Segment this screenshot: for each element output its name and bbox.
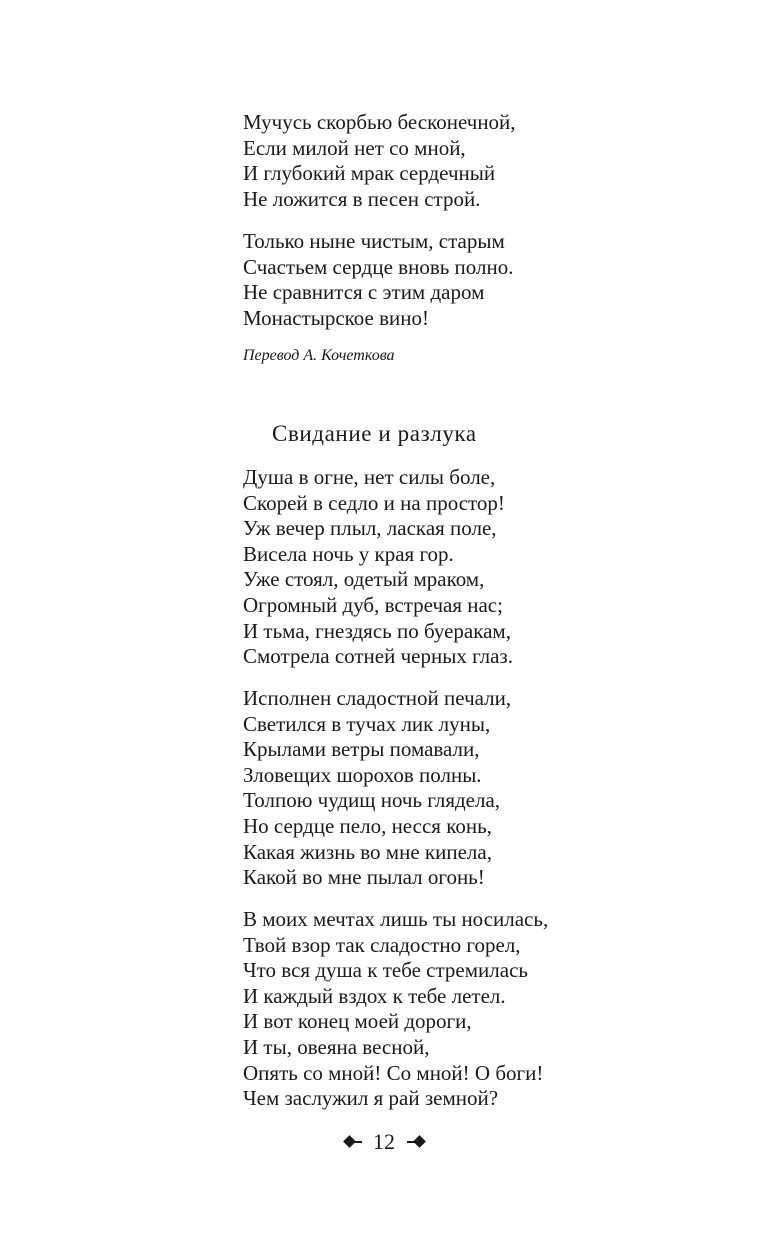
translator-note: Перевод А. Кочеткова [243,347,395,364]
poem-line: И глубокий мрак сердечный [243,161,496,186]
poem-line: Исполнен сладостной печали, [243,686,512,710]
poem-line: Уж вечер плыл, лаская поле, [243,516,497,541]
poem-line: Смотрела сотней черных глаз. [243,644,513,669]
poem-line: Скорей в седло и на простор! [243,490,505,515]
poem-line: И ты, овеяна весной, [243,1034,430,1059]
poem-line: И тьма, гнездясь по буеракам, [243,618,511,643]
stanza-3 [243,907,548,1112]
poem-line: И вот конец моей дороги, [243,1009,472,1034]
poem-line: Висела ночь у края гор. [243,541,454,566]
poem-line: Твой взор так сладостно горел, [243,932,521,957]
poem-line: Какая жизнь во мне кипела, [243,839,492,864]
poem-line: Уже стоял, одетый мраком, [243,567,485,592]
poem-line: Толпою чудищ ночь глядела, [243,788,501,813]
stanza-2 [243,686,511,891]
poem-line: Счастьем сердце вновь полно. [243,254,514,279]
poem-line: Но сердце пело, несся конь, [243,813,492,838]
left-dash-ornament-icon [354,1141,362,1143]
poem-line: Монастырское вино! [243,305,429,330]
stanza-prev-1 [243,110,516,212]
poem-line: В моих мечтах лишь ты носилась, [243,907,549,931]
poem-line: Опять со мной! Со мной! О боги! [243,1060,544,1085]
poem-line: И каждый вздох к тебе летел. [243,983,506,1008]
poem-line: Что вся душа к тебе стремилась [243,958,528,983]
poem-line: Светился в тучах лик луны, [243,711,491,736]
poem-line: Мучусь скорбью бесконечной, [243,110,516,134]
poem-line: Какой во мне пылал огонь! [243,865,485,890]
poem-line: Душа в огне, нет силы боле, [243,465,496,489]
poem-line: Если милой нет со мной, [243,135,466,160]
poem-line: Только ныне чистым, старым [243,229,505,253]
stanza-prev-2 [243,229,514,331]
poem-title: Свидание и разлука [272,421,477,446]
poem-line: Не ложится в песен строй. [243,186,481,211]
poem-line: Крылами ветры помавали, [243,737,480,762]
right-diamond-ornament-icon [413,1136,426,1149]
poem-line: Огромный дуб, встречая нас; [243,592,503,617]
stanza-1 [243,465,513,670]
page-footer [0,1129,768,1155]
poem-line: Зловещих шорохов полны. [243,762,482,787]
page-number: 12 [373,1129,395,1154]
poem-line: Чем заслужил я рай земной? [243,1086,499,1111]
poem-line: Не сравнится с этим даром [243,280,485,305]
